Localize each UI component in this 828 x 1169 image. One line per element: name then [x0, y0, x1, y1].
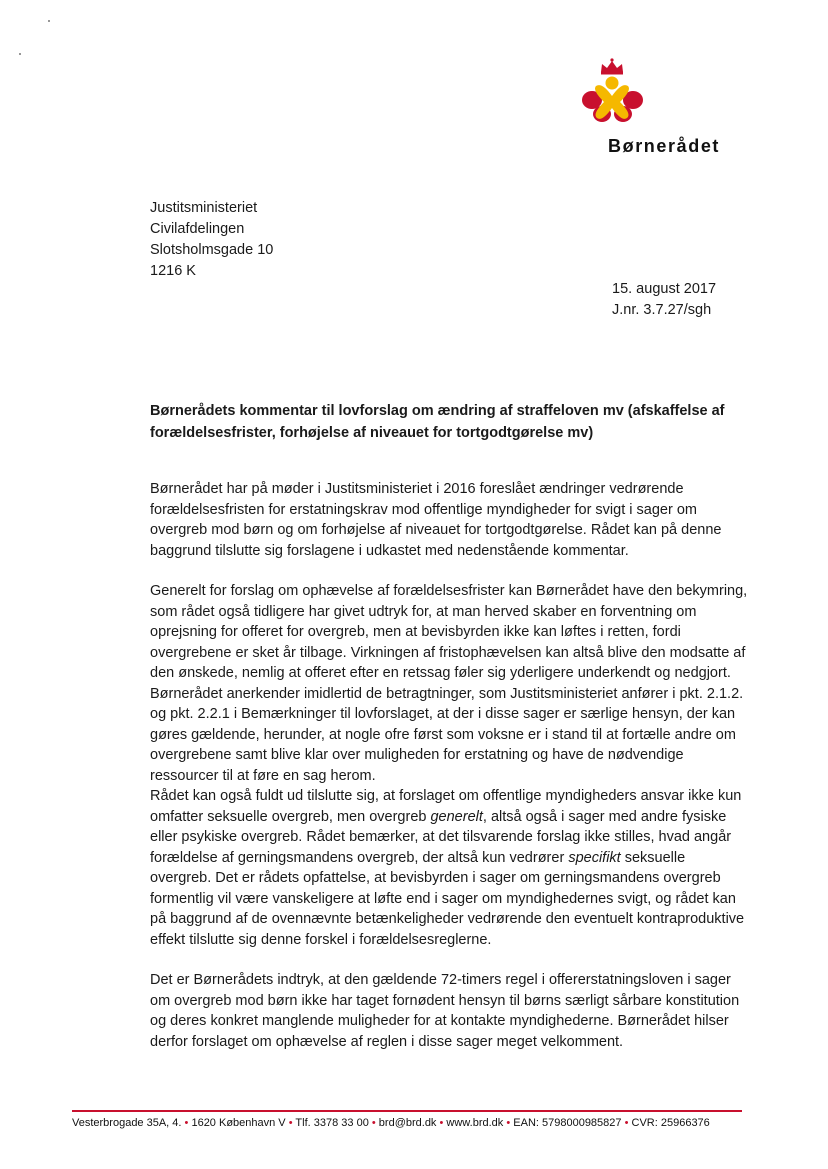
emphasis-text: generelt [430, 808, 483, 825]
recipient-line: 1216 K [150, 263, 196, 279]
footer-separator: • [624, 1117, 629, 1129]
letter-body [150, 479, 750, 1072]
footer-separator: • [439, 1117, 444, 1129]
footer-separator: • [184, 1117, 189, 1129]
footer-city: 1620 København V [191, 1117, 286, 1129]
crowned-child-logo-icon [578, 56, 648, 128]
footer-phone: Tlf. 3378 33 00 [295, 1117, 369, 1129]
footer-email: brd@brd.dk [378, 1117, 437, 1129]
emphasis-text: specifikt [568, 849, 621, 866]
footer-divider [72, 1110, 742, 1112]
footer-cvr: CVR: 25966376 [631, 1117, 710, 1129]
footer-separator: • [288, 1117, 293, 1129]
letter-meta [612, 279, 716, 321]
recipient-line: Slotsholmsgade 10 [150, 242, 274, 258]
scan-speck [19, 53, 21, 55]
recipient-address [150, 198, 273, 282]
footer-address: Vesterbrogade 35A, 4. [72, 1117, 182, 1129]
footer-separator: • [506, 1117, 511, 1129]
text-run: , altså også i sager med andre fysiske eller psykiske overgreb. Rådet bemærker, at det tilsvarende forslag ikke stilles, hvad angår forældelse af gerningsmandens overgreb, der altså kun vedrører [150, 808, 732, 866]
footer-contact [72, 1117, 752, 1129]
body-paragraph: Generelt for forslag om ophævelse af forældelsesfrister kan Børnerådet have den bekymring, som rådet også tidligere har givet udtryk for, at man herved skaber en forventning om oprejsning for offeret for overgreb, men at bevisbyrden ikke kan løftes i retten, fordi overgrebene er sket år tilbage. Virkningen af fristophævelsen kan altså blive den modsatte af den ønskede, nemlig at offeret efter en retssag føler sig yderligere underkendt og nedgjort. Børnerådet anerkender imidlertid de betragtninger, som Justitsministeriet anfører i pkt. 2.1.2. og pkt. 2.2.1 i Bemærkninger til lovforslaget, at der i disse sager er særlige hensyn, der kan gøres gældende, herunder, at nogle ofre først som voksne er i stand til at fortælle andre om overgrebene samt blive klar over muligheden for erstatning og have de nødvendige ressourcer til at føre en sag herom. [150, 583, 748, 784]
body-paragraph [150, 786, 750, 950]
organization-name: Børnerådet [608, 136, 721, 156]
letter-date: 15. august 2017 [612, 281, 717, 297]
footer-website: www.brd.dk [446, 1117, 504, 1129]
footer-separator: • [371, 1117, 376, 1129]
body-paragraph: Det er Børnerådets indtryk, at den gældende 72-timers regel i offererstatningsloven i sager om overgreb mod børn ikke har taget fornødent hensyn til børns særligt sårbare konstitution og deres konkret manglende muligheder for at kontakte myndighederne. Børnerådet hilser derfor forslaget om ophævelse af reglen i disse sager meget velkomment. [150, 972, 740, 1050]
letter-subject: Børnerådets kommentar til lovforslag om ændring af straffeloven mv (afskaffelse af forældelsesfrister, forhøjelse af niveauet for tortgodtgørelse mv) [150, 403, 725, 441]
recipient-line: Justitsministeriet [150, 200, 258, 216]
reference-number: J.nr. 3.7.27/sgh [612, 302, 712, 318]
text-run: Rådet kan også fuldt ud tilslutte sig, at forslaget om offentlige myndigheders ansvar ikke kun omfatter seksuelle overgreb, men overgreb [150, 788, 742, 825]
scan-speck [48, 20, 50, 22]
footer-ean: EAN: 5798000985827 [513, 1117, 622, 1129]
text-run: seksuelle overgreb. Det er rådets opfattelse, at bevisbyrden i sager om gerningsmandens overgreb formentlig vil være vanskeligere at løfte end i sager om myndighedernes svigt, og rådet kan på baggrund af de ovennævnte betænkeligheder vedrørende den eventuelt kontraproduktive effekt tilslutte sig denne forskel i forældelsesreglerne. [150, 849, 745, 948]
body-paragraph: Børnerådet har på møder i Justitsministeriet i 2016 foreslået ændringer vedrørende forældelsesfristen for erstatningskrav mod offentlige myndigheder for svigt i sager om overgreb mod børn og om forhøjelse af niveauet for tortgodtgørelse. Rådet kan på denne baggrund tilslutte sig forslagene i udkastet med nedenstående kommentar. [150, 481, 722, 559]
recipient-line: Civilafdelingen [150, 221, 245, 237]
